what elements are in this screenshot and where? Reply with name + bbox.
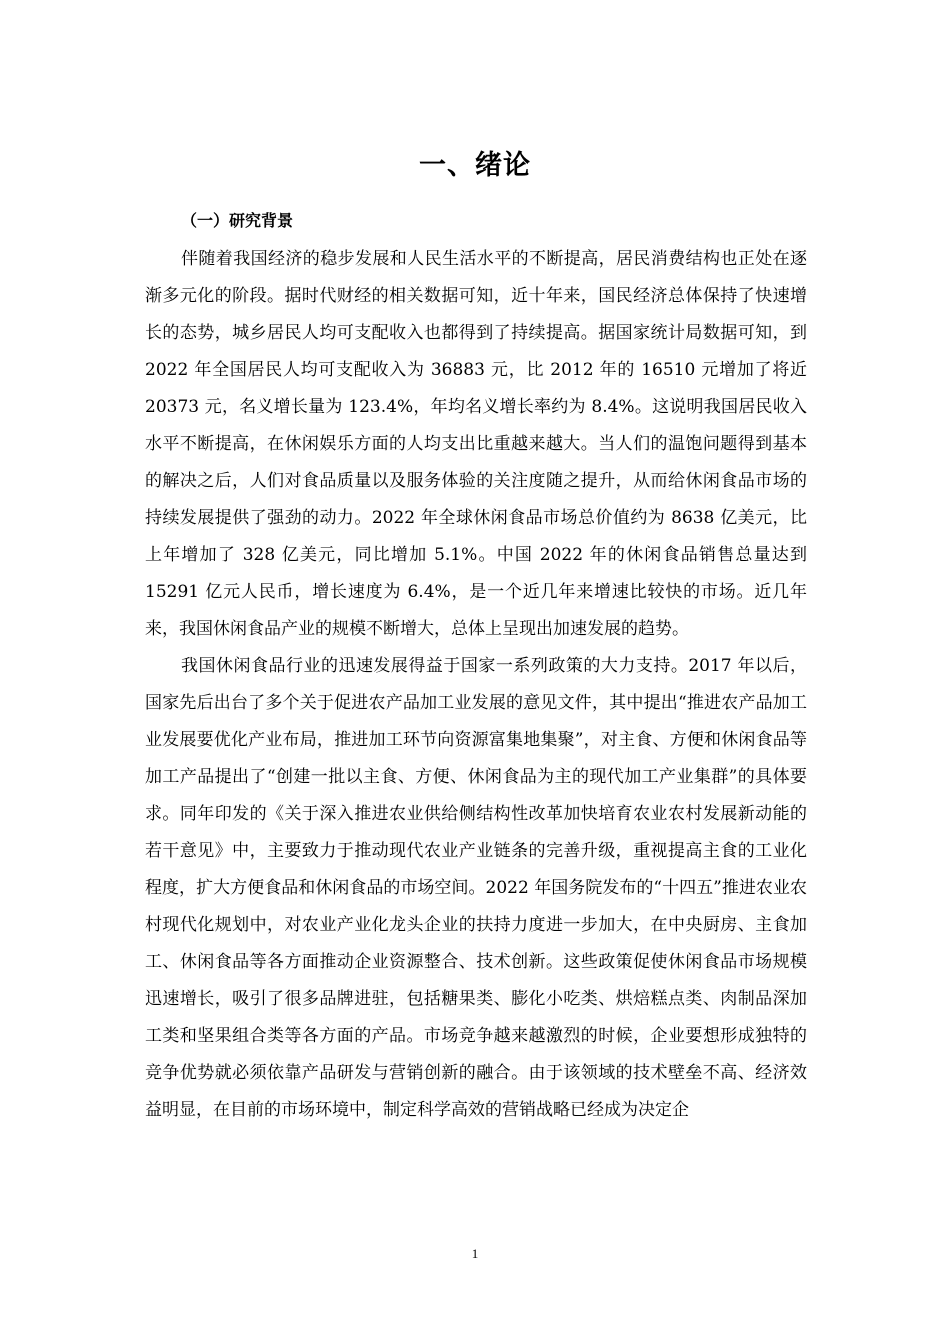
paragraph-2: 我国休闲食品行业的迅速发展得益于国家一系列政策的大力支持。2017 年以后，国家先后出台了多个关于促进农产品加工业发展的意见文件，其中提出“推进农产品加工业发展要优化产业布局，推进加工环节向资源富集地集聚”，对主食、方便和休闲食品等加工产品提出了“创建一批以主食、方便、休闲食品为主的现代加工产业集群”的具体要求。同年印发的《关于深入推进农业供给侧结构性改革加快培育农业农村发展新动能的若干意见》中，主要致力于推动现代农业产业链条的完善升级，重视提高主食的工业化程度，扩大方便食品和休闲食品的市场空间。2022 年国务院发布的“十四五”推进农业农村现代化规划中，对农业产业化龙头企业的扶持力度进一步加大，在中央厨房、主食加工、休闲食品等各方面推动企业资源整合、技术创新。这些政策促使休闲食品市场规模迅速增长，吸引了很多品牌进驻，包括糖果类、膨化小吃类、烘焙糕点类、肉制品深加工类和坚果组合类等各方面的产品。市场竞争越来越激烈的时候，企业要想形成独特的竞争优势就必须依靠产品研发与营销创新的融合。由于该领域的技术壁垒不高、经济效益明显，在目前的市场环境中，制定科学高效的营销战略已经成为决定企 xyxy=(145,656,807,1120)
section-heading: （一）研究背景 xyxy=(181,211,294,230)
paragraph-1: 伴随着我国经济的稳步发展和人民生活水平的不断提高，居民消费结构也正处在逐渐多元化的阶段。据时代财经的相关数据可知，近十年来，国民经济总体保持了快速增长的态势，城乡居民人均可支配收入也都得到了持续提高。据国家统计局数据可知，到 2022 年全国居民人均可支配收入为 36883 元，比 2012 年的 16510 元增加了将近 20373 元，名义增长量为 123.4%，年均名义增长率约为 8.4%。这说明我国居民收入水平不断提高，在休闲娱乐方面的人均支出比重越来越大。当人们的温饱问题得到基本的解决之后，人们对食品质量以及服务体验的关注度随之提升，从而给休闲食品市场的持续发展提供了强劲的动力。2022 年全球休闲食品市场总价值约为 8638 亿美元，比上年增加了 328 亿美元，同比增加 5.1%。中国 2022 年的休闲食品销售总量达到 15291 亿元人民币，增长速度为 6.4%，是一个近几年来增速比较快的市场。近几年来，我国休闲食品产业的规模不断增大，总体上呈现出加速发展的趋势。 xyxy=(145,249,807,639)
page-number: 1 xyxy=(471,1246,479,1261)
chapter-title: 一、绪论 xyxy=(419,150,531,181)
body-text xyxy=(145,241,807,1129)
